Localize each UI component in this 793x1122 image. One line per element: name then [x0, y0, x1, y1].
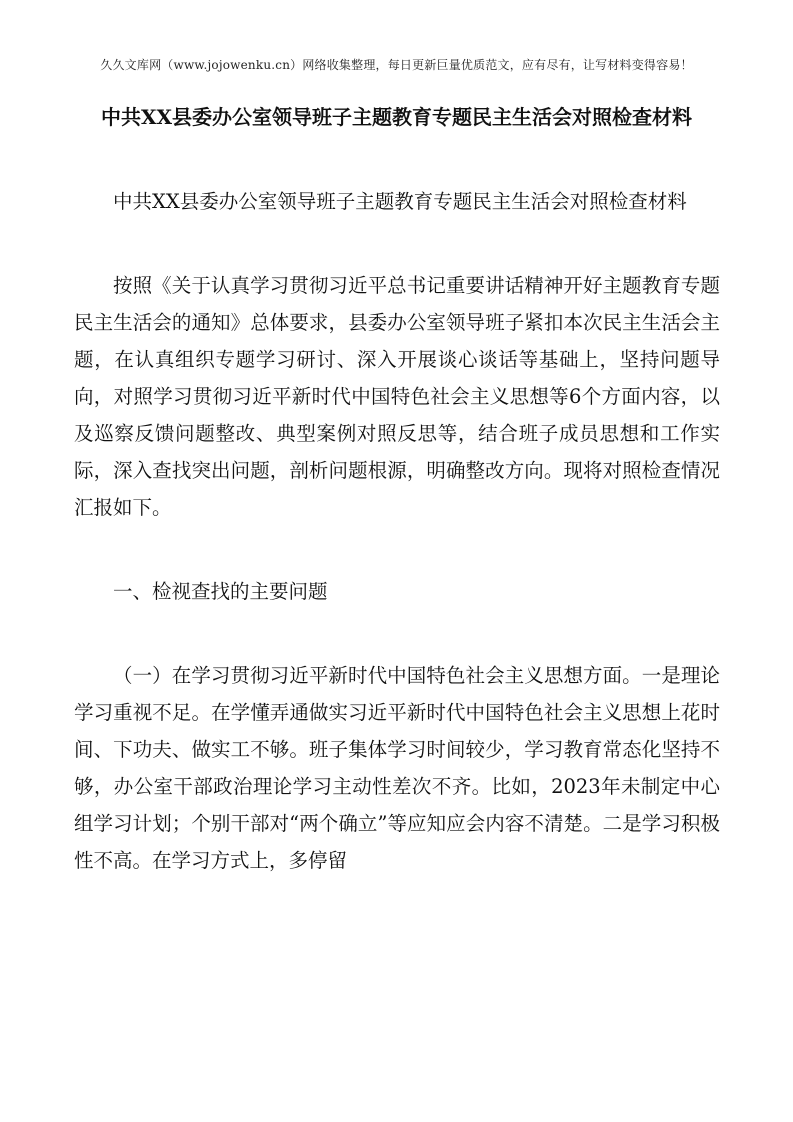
section-paragraph: （一）在学习贯彻习近平新时代中国特色社会主义思想方面。一是理论学习重视不足。在学懂弄通做实习近平新时代中国特色社会主义思想上花时间、下功夫、做实工不够。班子集体学习时间较少，学习教育常态化坚持不够，办公室干部政治理论学习主动性差次不齐。比如，2023年未制定中心组学习计划；个别干部对“两个确立”等应知应会内容不清楚。二是学习积极性不高。在学习方式上，多停留	[74, 664, 720, 872]
document-title: 中共XX县委办公室领导班子主题教育专题民主生活会对照检查材料	[100, 105, 693, 129]
section-heading: 一、检视查找的主要问题	[113, 580, 328, 603]
intro-paragraph: 按照《关于认真学习贯彻习近平总书记重要讲话精神开好主题教育专题民主生活会的通知》总体要求，县委办公室领导班子紧扣本次民主生活会主题，在认真组织专题学习研讨、深入开展谈心谈话等基础上，坚持问题导向，对照学习贯彻习近平新时代中国特色社会主义思想等6个方面内容，以及巡察反馈问题整改、典型案例对照反思等，结合班子成员思想和工作实际，深入查找突出问题，剖析问题根源，明确整改方向。现将对照检查情况汇报如下。	[74, 274, 720, 519]
site-header-note: 久久文库网（www.jojowenku.cn）网络收集整理，每日更新巨量优质范文，应有尽有，让写材料变得容易！	[100, 58, 693, 72]
document-subtitle: 中共XX县委办公室领导班子主题教育专题民主生活会对照检查材料	[113, 190, 687, 213]
document-body	[74, 183, 720, 879]
